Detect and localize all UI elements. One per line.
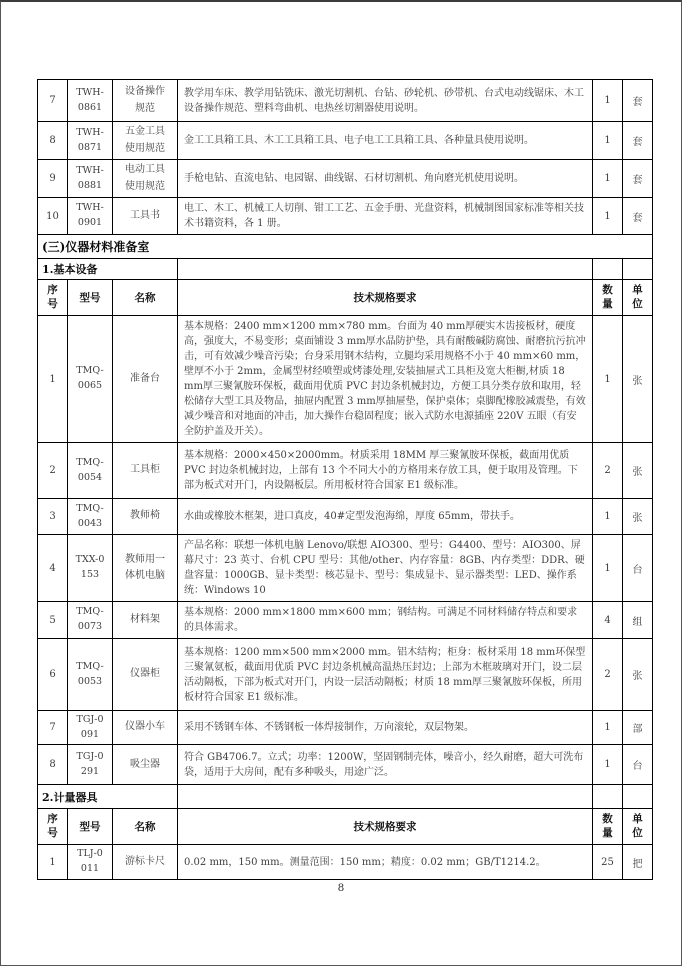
unit-cell: 套 bbox=[623, 122, 653, 160]
qty-cell: 1 bbox=[593, 745, 623, 785]
unit-cell: 把 bbox=[623, 845, 653, 879]
row-no-cell: 5 bbox=[38, 602, 68, 639]
qty-cell: 1 bbox=[593, 198, 623, 235]
model-text: TMQ-0073 bbox=[76, 606, 104, 632]
unit-cell: 套 bbox=[623, 160, 653, 198]
name-cell: 教师用一体机电脑 bbox=[113, 535, 178, 602]
unit-cell: 组 bbox=[623, 602, 653, 639]
subsection-title: 2.计量器具 bbox=[38, 785, 178, 809]
model-cell bbox=[68, 845, 113, 879]
header-qty: 数量 bbox=[593, 280, 623, 316]
qty-cell: 1 bbox=[593, 499, 623, 535]
model-text: TWH-0871 bbox=[76, 126, 104, 153]
table-row bbox=[38, 122, 653, 160]
row-no-cell: 6 bbox=[38, 639, 68, 711]
table-row bbox=[38, 602, 653, 639]
section-title: (三)仪器材料准备室 bbox=[38, 235, 653, 259]
name-cell: 游标卡尺 bbox=[113, 845, 178, 879]
model-text: TMQ-0053 bbox=[76, 660, 104, 687]
name-cell: 工具书 bbox=[113, 198, 178, 235]
section-title-row bbox=[38, 235, 653, 259]
model-cell bbox=[68, 80, 113, 122]
model-text: TWH-0861 bbox=[76, 86, 104, 113]
model-cell bbox=[68, 602, 113, 639]
row-no-cell: 7 bbox=[38, 711, 68, 745]
qty-cell: 1 bbox=[593, 80, 623, 122]
name-cell: 五金工具使用规范 bbox=[113, 122, 178, 160]
table-row bbox=[38, 198, 653, 235]
empty-cell bbox=[623, 785, 653, 809]
table-row bbox=[38, 535, 653, 602]
model-text: TMQ-0054 bbox=[76, 456, 104, 483]
model-cell bbox=[68, 639, 113, 711]
table-row bbox=[38, 745, 653, 785]
model-text: TMQ-0065 bbox=[76, 365, 104, 391]
row-no-cell: 7 bbox=[38, 80, 68, 122]
table-row bbox=[38, 845, 653, 879]
spec-cell: 基本规格：2000 mm×1800 mm×600 mm；钢结构。可满足不同材料储存特点和要求的具体需求。 bbox=[178, 602, 593, 639]
spec-cell: 产品名称：联想一体机电脑 Lenovo/联想 AIO300、型号：G4400、型号：AIO300、屏幕尺寸：23 英寸、台机 CPU 型号：其他/other、内存容量：8GB、内存类型：DDR、硬盘容量：1000GB、显卡类型：核芯显卡、型号：集成显卡、显示器类型：LED、操作系统：Windows 10 bbox=[178, 535, 593, 602]
table-header-row bbox=[38, 280, 653, 316]
empty-cell bbox=[178, 785, 593, 809]
header-name: 名称 bbox=[113, 809, 178, 845]
model-cell bbox=[68, 198, 113, 235]
name-cell: 仪器柜 bbox=[113, 639, 178, 711]
spec-cell: 教学用车床、教学用钻铣床、激光切割机、台钻、砂轮机、砂带机、台式电动线锯床、木工设备操作规范、塑料弯曲机、电热丝切割器使用说明。 bbox=[178, 80, 593, 122]
header-unit: 单位 bbox=[623, 280, 653, 316]
model-cell bbox=[68, 160, 113, 198]
model-cell bbox=[68, 499, 113, 535]
unit-cell: 张 bbox=[623, 639, 653, 711]
name-cell: 材料架 bbox=[113, 602, 178, 639]
empty-cell bbox=[593, 785, 623, 809]
spec-cell: 手枪电钻、直流电钻、电园锯、曲线锯、石材切割机、角向磨光机使用说明。 bbox=[178, 160, 593, 198]
name-cell: 设备操作规范 bbox=[113, 80, 178, 122]
header-spec: 技术规格要求 bbox=[178, 280, 593, 316]
header-qty: 数量 bbox=[593, 809, 623, 845]
model-cell bbox=[68, 711, 113, 745]
unit-cell: 张 bbox=[623, 316, 653, 443]
unit-cell: 台 bbox=[623, 535, 653, 602]
name-cell: 仪器小车 bbox=[113, 711, 178, 745]
qty-cell: 1 bbox=[593, 535, 623, 602]
qty-cell: 1 bbox=[593, 711, 623, 745]
model-cell bbox=[68, 745, 113, 785]
subsection-title-row bbox=[38, 259, 653, 280]
subsection-title-row bbox=[38, 785, 653, 809]
spec-cell: 基本规格：2400 mm×1200 mm×780 mm。台面为 40 mm厚硬实木齿接板材，硬度高，强度大，不易变形；桌面铺设 3 mm厚水晶防护垫，具有耐酸碱防腐蚀、耐磨抗污抗冲击，可有效减少噪音污染；台身采用钢木结构，立腿均采用规格不小于 40 mm×60 mm，壁厚不小于 2mm，金属型材经喷塑或烤漆处理,安装抽屉式工具柜及宽大柜橱,材质 18 mm厚三聚氰胺环保板，截面用优质 PVC 封边条机械封边，方便工具分类存放和取用，轻松储存大型工具及物品，抽屉内配置 3 mm厚抽屉垫，保护桌体；桌脚配橡胶减震垫，有效减少噪音和对地面的冲击，加大操作台稳固程度；嵌入式防水电源插座 220V 五眼（有安全防护盖及开关）。 bbox=[178, 316, 593, 443]
model-text: TWH-0901 bbox=[76, 202, 104, 228]
unit-cell: 张 bbox=[623, 443, 653, 499]
subsection-title: 1.基本设备 bbox=[38, 259, 178, 280]
spec-cell: 基本规格：2000×450×2000mm。材质采用 18MM 厚三聚氰胺环保板，截面用优质 PVC 封边条机械封边，上部有 13 个不同大小的方格用来存放工具，便于取用及管理。下部为板式对开门，内设隔板层。所用板材符合国家 E1 级标准。 bbox=[178, 443, 593, 499]
name-cell: 教师椅 bbox=[113, 499, 178, 535]
row-no-cell: 10 bbox=[38, 198, 68, 235]
header-model: 型号 bbox=[68, 809, 113, 845]
table-row bbox=[38, 499, 653, 535]
model-text: TWH-0881 bbox=[76, 164, 104, 191]
model-text: TMQ-0043 bbox=[76, 502, 104, 529]
spec-cell: 水曲或橡胶木框架，进口真皮，40#定型发泡海绵，厚度 65mm，带扶手。 bbox=[178, 499, 593, 535]
qty-cell: 4 bbox=[593, 602, 623, 639]
unit-cell: 部 bbox=[623, 711, 653, 745]
header-unit: 单位 bbox=[623, 809, 653, 845]
row-no-cell: 8 bbox=[38, 122, 68, 160]
spec-cell: 金工工具箱工具、木工工具箱工具、电子电工工具箱工具、各种量具使用说明。 bbox=[178, 122, 593, 160]
table-header-row bbox=[38, 809, 653, 845]
row-no-cell: 1 bbox=[38, 316, 68, 443]
model-cell bbox=[68, 122, 113, 160]
unit-cell: 张 bbox=[623, 499, 653, 535]
table-row bbox=[38, 639, 653, 711]
header-model: 型号 bbox=[68, 280, 113, 316]
unit-cell: 套 bbox=[623, 80, 653, 122]
spec-cell: 采用不锈钢车体、不锈钢板一体焊接制作，万向滚轮，双层物架。 bbox=[178, 711, 593, 745]
equipment-spec-table bbox=[37, 79, 653, 880]
model-text: TXX-0153 bbox=[75, 554, 105, 580]
name-cell: 准备台 bbox=[113, 316, 178, 443]
name-cell: 工具柜 bbox=[113, 443, 178, 499]
qty-cell: 25 bbox=[593, 845, 623, 879]
table-row bbox=[38, 160, 653, 198]
qty-cell: 1 bbox=[593, 160, 623, 198]
table-row bbox=[38, 80, 653, 122]
spec-cell: 基本规格：1200 mm×500 mm×2000 mm。铝木结构；柜身：板材采用 18 mm环保型三聚氰氨板，截面用优质 PVC 封边条机械高温热压封边；上部为木框玻璃对开门，设二层活动隔板，下部为板式对开门，内设一层活动隔板；材质 18 mm厚三聚氰胺环保板，所用板材符合国家 E1 级标准。 bbox=[178, 639, 593, 711]
model-text: TLJ-0011 bbox=[77, 848, 103, 875]
table-row bbox=[38, 316, 653, 443]
qty-cell: 1 bbox=[593, 122, 623, 160]
qty-cell: 2 bbox=[593, 443, 623, 499]
empty-cell bbox=[593, 259, 623, 280]
row-no-cell: 2 bbox=[38, 443, 68, 499]
spec-cell: 0.02 mm，150 mm。测量范围：150 mm；精度：0.02 mm；GB/T1214.2。 bbox=[178, 845, 593, 879]
unit-cell: 台 bbox=[623, 745, 653, 785]
model-text: TGJ-0091 bbox=[76, 714, 104, 740]
qty-cell: 2 bbox=[593, 639, 623, 711]
model-cell bbox=[68, 443, 113, 499]
row-no-cell: 3 bbox=[38, 499, 68, 535]
table-row bbox=[38, 711, 653, 745]
spec-cell: 电工、木工、机械工人切削、钳工工艺、五金手册、光盘资料，机械制图国家标准等相关技术书籍资料，各 1 册。 bbox=[178, 198, 593, 235]
header-name: 名称 bbox=[113, 280, 178, 316]
empty-cell bbox=[623, 259, 653, 280]
qty-cell: 1 bbox=[593, 316, 623, 443]
page-number: 8 bbox=[337, 882, 345, 894]
empty-cell bbox=[178, 259, 593, 280]
name-cell: 电动工具使用规范 bbox=[113, 160, 178, 198]
model-cell bbox=[68, 535, 113, 602]
row-no-cell: 4 bbox=[38, 535, 68, 602]
row-no-cell: 1 bbox=[38, 845, 68, 879]
header-no: 序号 bbox=[38, 280, 68, 316]
header-spec: 技术规格要求 bbox=[178, 809, 593, 845]
name-cell: 吸尘器 bbox=[113, 745, 178, 785]
table-row bbox=[38, 443, 653, 499]
model-text: TGJ-0291 bbox=[76, 751, 104, 777]
header-no: 序号 bbox=[38, 809, 68, 845]
unit-cell: 套 bbox=[623, 198, 653, 235]
row-no-cell: 9 bbox=[38, 160, 68, 198]
spec-cell: 符合 GB4706.7。立式；功率：1200W，坚固钢制壳体，噪音小，经久耐磨，超大可洗布袋，适用于大房间，配有多种吸头，用途广泛。 bbox=[178, 745, 593, 785]
row-no-cell: 8 bbox=[38, 745, 68, 785]
model-cell bbox=[68, 316, 113, 443]
